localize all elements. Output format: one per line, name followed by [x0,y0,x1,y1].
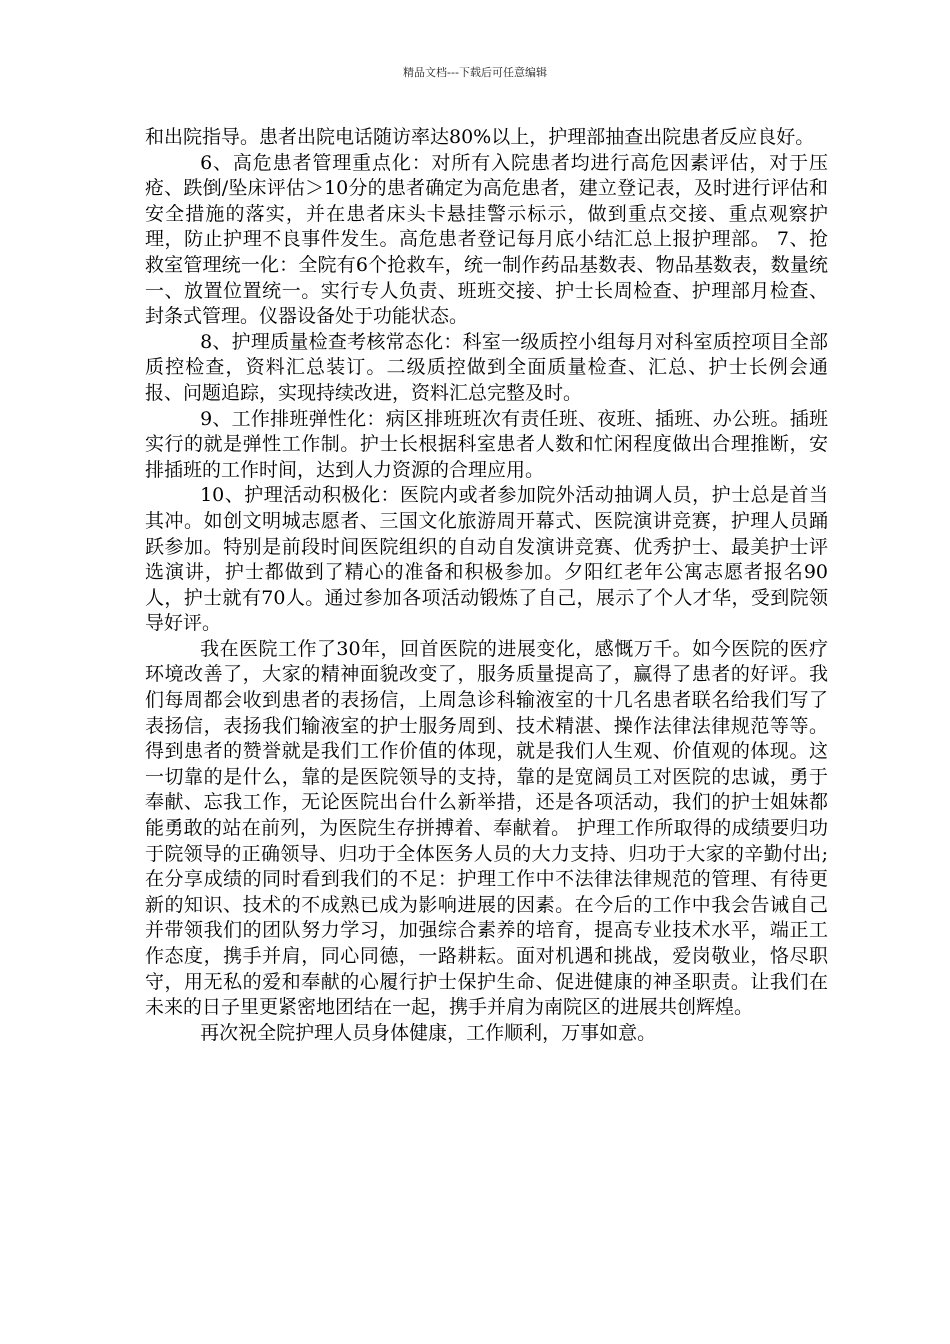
paragraph-closing-wishes: 再次祝全院护理人员身体健康，工作顺利，万事如意。 [200,1021,657,1044]
paragraph-flexible-scheduling: 9、工作排班弹性化：病区排班班次有责任班、夜班、插班、办公班。插班实行的就是弹性工作制。护士长根据科室患者人数和忙闲程度做出合理推断，安排插班的工作时间，达到人力资源的合理应用。 [145,407,828,481]
paragraph-quality-inspection: 8、护理质量检查考核常态化：科室一级质控小组每月对科室质控项目全部质控检查，资料汇总装订。二级质控做到全面质量检查、汇总、护士长例会通报、问题追踪，实现持续改进，资料汇总完整及时。 [145,330,828,404]
paragraph-discharge-guidance: 和出院指导。患者出院电话随访率达80%以上，护理部抽查出院患者反应良好。 [145,126,815,148]
document-body [145,125,828,1046]
paragraph-reflection: 我在医院工作了30年，回首医院的进展变化，感慨万千。如今医院的医疗环境改善了，大家的精神面貌改变了，服务质量提高了，赢得了患者的好评。我们每周都会收到患者的表扬信，上周急诊科输液室的十几名患者联名给我们写了表扬信，表扬我们输液室的护士服务周到、技术精湛、操作法律法律规范等等。得到患者的赞誉就是我们工作价值的体现，就是我们人生观、价值观的体现。这一切靠的是什么，靠的是医院领导的支持，靠的是宽阔员工对医院的忠诚，勇于奉献、忘我工作，无论医院出台什么新举措，还是各项活动，我们的护士姐妹都能勇敢的站在前列，为医院生存拼搏着、奉献着。 护理工作所取得的成绩要归功于院领导的正确领导、归功于全体医务人员的大力支持、归功于大家的辛勤付出;在分享成绩的同时看到我们的不足：护理工作中不法律法律规范的管理、有待更新的知识、技术的不成熟已成为影响进展的因素。在今后的工作中我会告诫自己并带领我们的团队努力学习，加强综合素养的培育，提高专业技术水平，端正工作态度，携手并肩，同心同德，一路耕耘。面对机遇和挑战，爱岗敬业，恪尽职守，用无私的爱和奉献的心履行护士保护生命、促进健康的神圣职责。让我们在未来的日子里更紧密地团结在一起，携手并肩为南院区的进展共创辉煌。 [145,637,828,1019]
paragraph-high-risk-management: 6、高危患者管理重点化：对所有入院患者均进行高危因素评估，对于压疮、跌倒/坠床评估＞10分的患者确定为高危患者，建立登记表，及时进行评估和安全措施的落实，并在患者床头卡悬挂警示标示，做到重点交接、重点观察护理，防止护理不良事件发生。高危患者登记每月底小结汇总上报护理部。 7、抢救室管理统一化：全院有6个抢救车，统一制作药品基数表、物品基数表，数量统一、放置位置统一。实行专人负责、班班交接、护士长周检查、护理部月检查、封条式管理。仪器设备处于功能状态。 [145,151,828,328]
paragraph-nursing-activities: 10、护理活动积极化：医院内或者参加院外活动抽调人员，护士总是首当其冲。如创文明城志愿者、三国文化旅游周开幕式、医院演讲竞赛，护理人员踊跃参加。特别是前段时间医院组织的自动自发演讲竞赛、优秀护士、最美护士评选演讲，护士都做到了精心的准备和积极参加。夕阳红老年公寓志愿者报名90人，护士就有70人。通过参加各项活动锻炼了自己，展示了个人才华，受到院领导好评。 [145,484,828,635]
page-header: 精品文档---下载后可任意编辑 [403,66,547,79]
